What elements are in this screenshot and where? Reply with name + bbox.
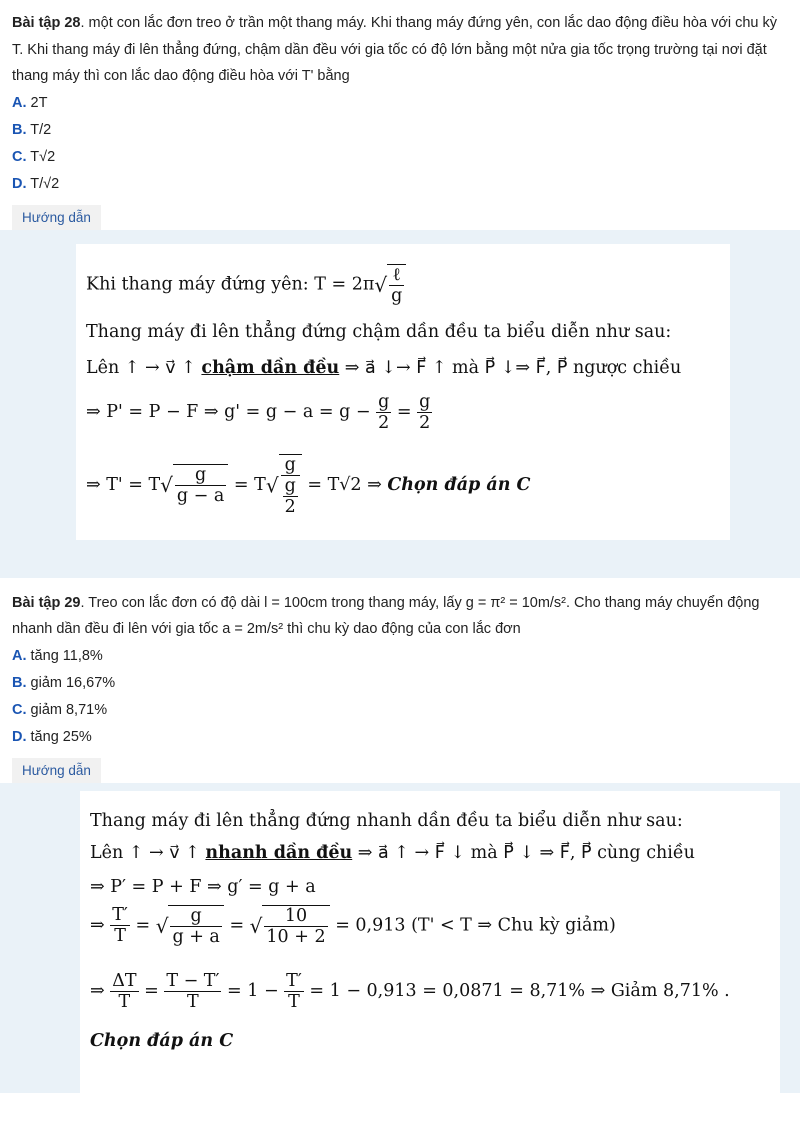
text: Lên ↑ → v⃗ ↑ [90, 842, 206, 863]
denominator: 2 [284, 496, 296, 517]
numerator: g [281, 455, 300, 476]
option-b[interactable] [12, 670, 800, 697]
option-key: C. [12, 148, 27, 165]
sqrt: √ $\frac{g}{\frac{g}{2}}$ [266, 454, 302, 517]
options-28 [12, 90, 800, 198]
sqrt: √ $\frac{g}{g - a}$ [160, 464, 228, 506]
sol28-line3 [86, 358, 681, 378]
option-key: A. [12, 94, 27, 111]
answer-text: Chọn đáp án C [387, 474, 531, 495]
option-b[interactable] [12, 117, 800, 144]
option-c[interactable] [12, 697, 800, 724]
option-text: tăng 25% [30, 728, 92, 745]
options-29 [12, 643, 800, 751]
text: Khi thang máy đứng yên: T = 2π [86, 274, 375, 295]
numerator: ΔT [112, 970, 137, 991]
option-key: A. [12, 647, 27, 664]
option-c[interactable] [12, 144, 800, 171]
option-text: T√2 [30, 148, 56, 165]
option-text: tăng 11,8% [30, 647, 103, 664]
question-text: . Treo con lắc đơn có độ dài l = 100cm trong thang máy, lấy g = π² = 10m/s². Cho thang máy chuyển động nhanh dần đều đi lên với gia tốc a = 2m/s² thì chu kỳ dao động của con lắc đơn [12, 594, 760, 637]
text: = 1 − [221, 980, 285, 1001]
sqrt: √ $\frac{g}{g + a}$ [156, 905, 224, 947]
denominator: T [118, 991, 131, 1012]
question-28 [12, 10, 800, 90]
option-key: B. [12, 674, 27, 691]
sol28-line5 [86, 454, 530, 517]
denominator: g − a [176, 486, 225, 507]
text: = [391, 401, 418, 422]
fraction [417, 392, 432, 433]
solution-panel-29 [0, 783, 800, 1093]
sol29-line5 [90, 971, 730, 1012]
text: ⇒ T' = T [86, 474, 161, 495]
option-a[interactable] [12, 90, 800, 117]
numerator: g [175, 465, 226, 486]
solution-image-28 [76, 244, 730, 540]
text: = T [228, 474, 266, 495]
fraction [110, 905, 130, 946]
sol29-line3: ⇒ P′ = P + F ⇒ g′ = g + a [90, 876, 316, 897]
fraction [376, 392, 391, 433]
guide-toggle-28[interactable]: Hướng dẫn [12, 205, 101, 230]
sqrt: √ $\frac{10}{10 + 2}$ [250, 905, 330, 947]
option-a[interactable] [12, 643, 800, 670]
text: ⇒ [90, 915, 111, 936]
option-text: T/2 [30, 121, 52, 138]
text: = 0,913 (T' < T ⇒ Chu kỳ giảm) [329, 915, 616, 936]
text: = [129, 915, 156, 936]
option-key: D. [12, 175, 27, 192]
underlined-text: nhanh dần đều [205, 842, 353, 863]
option-key: D. [12, 728, 27, 745]
numerator: g [170, 906, 221, 927]
option-key: C. [12, 701, 27, 718]
denominator: T [288, 991, 300, 1012]
denominator: 2 [378, 412, 390, 433]
option-text: giảm 16,67% [30, 674, 116, 691]
option-key: B. [12, 121, 27, 138]
fraction [284, 971, 304, 1012]
text: = [223, 915, 250, 936]
denominator: g [391, 285, 403, 306]
numerator: T′ [112, 905, 128, 925]
numerator: g [378, 391, 390, 412]
sol29-line2 [90, 843, 695, 863]
text: = 1 − 0,913 = 0,0871 = 8,71% ⇒ Giảm 8,71% . [303, 980, 730, 1001]
denominator: T [114, 926, 126, 947]
solution-panel-28 [0, 230, 800, 578]
guide-toggle-29[interactable]: Hướng dẫn [12, 758, 101, 783]
sol28-line2: Thang máy đi lên thẳng đứng chậm dần đều ta biểu diễn như sau: [86, 321, 672, 342]
numerator: 10 [264, 906, 327, 927]
option-text: T/√2 [30, 175, 60, 192]
question-29 [12, 590, 800, 643]
sol29-line4 [90, 905, 616, 947]
sol29-line1: Thang máy đi lên thẳng đứng nhanh dần đều ta biểu diễn như sau: [90, 810, 683, 831]
denominator: 10 + 2 [266, 926, 326, 947]
text: ⇒ P' = P − F ⇒ g' = g − a = g − [86, 401, 377, 422]
fraction [164, 971, 221, 1012]
sol29-answer: Chọn đáp án C [90, 1030, 234, 1051]
sqrt: √ $\frac{\text{ℓ}}{g}$ [374, 264, 406, 306]
numerator: g [284, 475, 296, 496]
numerator: ℓ [389, 265, 404, 286]
numerator: T′ [286, 970, 302, 991]
option-d[interactable] [12, 171, 800, 198]
denominator: 2 [419, 412, 431, 433]
underlined-text: chậm dần đều [201, 357, 340, 378]
sol28-line1 [86, 264, 406, 306]
question-label: Bài tập 29 [12, 594, 81, 611]
sol28-line4 [86, 392, 432, 433]
option-text: 2T [30, 94, 48, 111]
question-text: . một con lắc đơn treo ở trần một thang máy. Khi thang máy đứng yên, con lắc dao động điều hòa với chu kỳ T. Khi thang máy đi lên thẳng đứng, chậm dần đều với gia tốc có độ lớn bằng một nửa gia tốc trọng trường tại nơi đặt thang máy thì con lắc dao động điều hòa với T' bằng [12, 15, 777, 84]
denominator: T [187, 991, 199, 1012]
text: = [138, 980, 165, 1001]
option-text: giảm 8,71% [30, 701, 108, 718]
text: ⇒ a⃗ ↑ → F⃗ ↓ mà P⃗ ↓ ⇒ F⃗, P⃗ cùng chiều [352, 842, 695, 863]
numerator: T − T′ [166, 970, 220, 991]
option-d[interactable] [12, 724, 800, 751]
solution-image-29 [80, 791, 780, 1093]
question-label: Bài tập 28 [12, 15, 81, 31]
text: Lên ↑ → v⃗ ↑ [86, 357, 202, 378]
text: ⇒ [90, 980, 111, 1001]
numerator: g [419, 391, 431, 412]
text: ⇒ a⃗ ↓→ F⃗ ↑ mà P⃗ ↓⇒ F⃗, P⃗ ngược chiều [339, 357, 682, 378]
fraction [110, 971, 138, 1012]
text: = T√2 ⇒ [301, 474, 388, 495]
denominator: g + a [172, 926, 220, 947]
